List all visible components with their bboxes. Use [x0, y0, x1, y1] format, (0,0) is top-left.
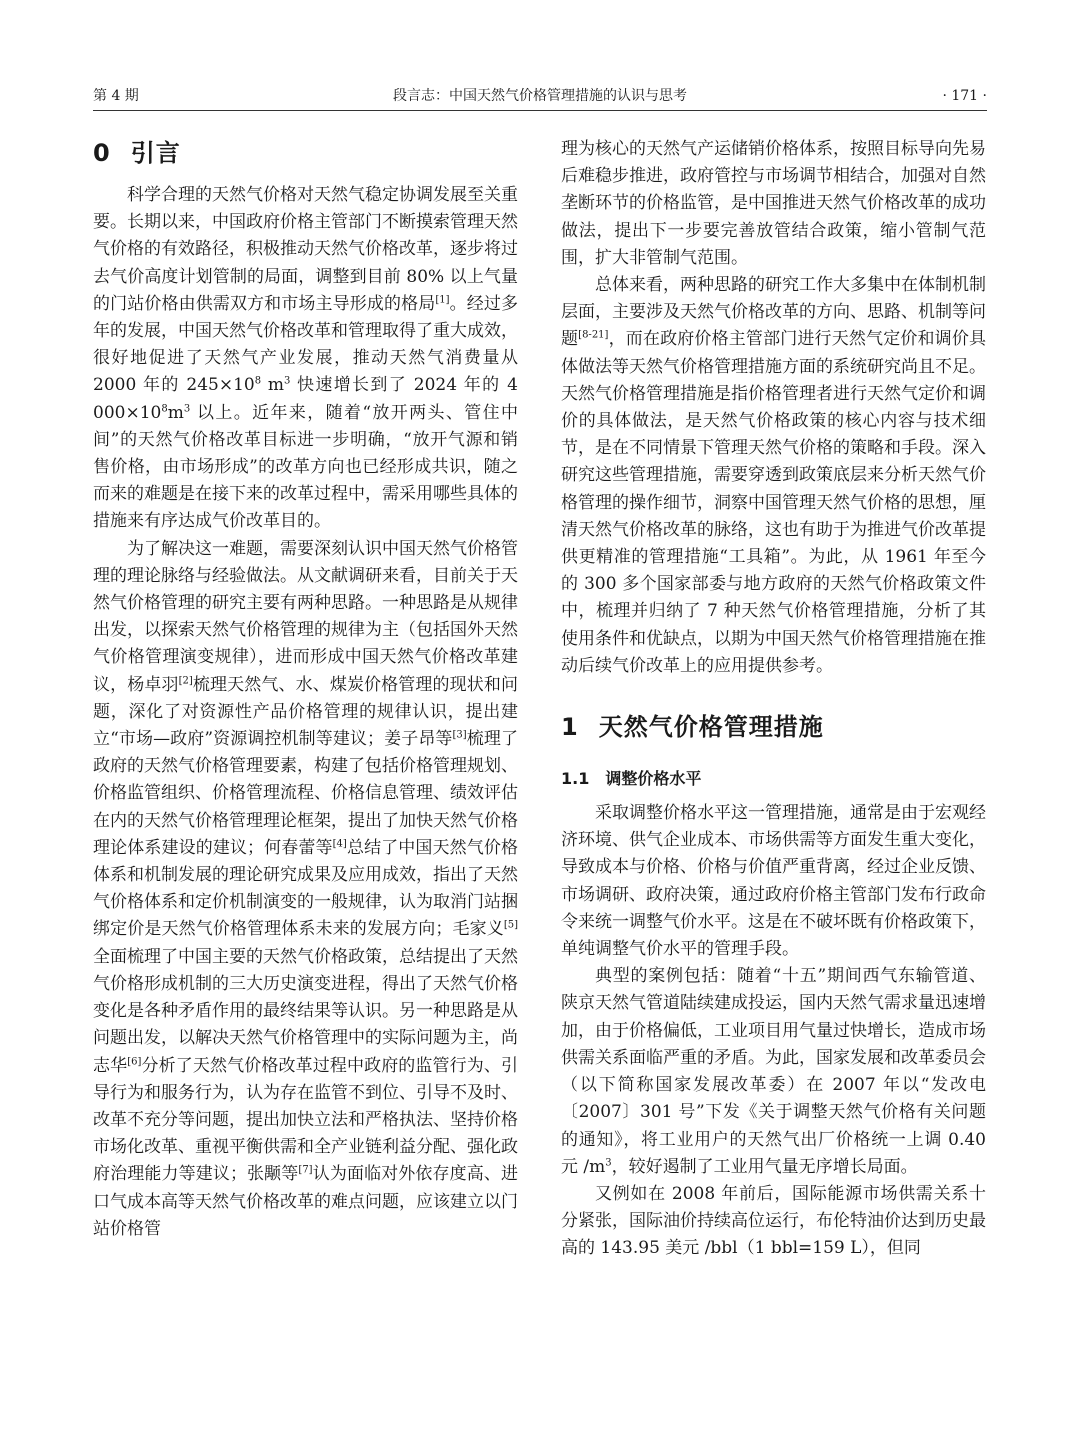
citation: [8-21]	[578, 329, 609, 341]
section-number: 1	[561, 713, 579, 742]
citation: [1]	[435, 294, 450, 306]
paragraph: 采取调整价格水平这一管理措施，通常是由于宏观经济环境、供气企业成本、市场供需等方面发生重大变化，导致成本与价格、价格与价值严重背离，经过企业反馈、市场调研、政府决策，通过政府价格主管部门发布行政命令来统一调整气价水平。这是在不破坏既有价格政策下，单纯调整气价水平的管理手段。	[561, 803, 986, 960]
subsection-number: 1.1	[561, 769, 590, 789]
issue-number: 第 4 期	[93, 88, 139, 104]
paragraph-continued: 理为核心的天然气产运储销价格体系，按照目标导向先易后难稳步推进，政府管控与市场调节相结合，加强对自然垄断环节的价格监管，是中国推进天然气价格改革的成功做法，提出下一步要完善放管结合政策，缩小管制气范围，扩大非管制气范围。	[561, 139, 986, 268]
running-header	[93, 86, 987, 111]
paragraph: 典型的案例包括：随着“十五”期间西气东输管道、陕京天然气管道陆续建成投运，国内天然气需求量迅速增加，由于价格偏低，工业项目用气量过快增长，造成市场供需关系面临严重的矛盾。为此，国家发展和改革委员会（以下简称国家发展改革委）在 2007 年以“发改电〔2007〕301 号”下发《关于调整天然气价格有关问题的通知》，将工业用户的天然气出厂价格统一上调 0.40 元 $/m^3$，较好遏制了工业用气量无序增长局面。	[561, 966, 986, 1177]
section-title: 天然气价格管理措施	[598, 713, 824, 742]
subsection-title: 调整价格水平	[605, 769, 702, 789]
paragraph: 总体来看，两种思路的研究工作大多集中在体制机制层面，主要涉及天然气价格改革的方向、思路、机制等问题[8-21]，而在政府价格主管部门进行天然气定价和调价具体做法等天然气价格管理措施方面的系统研究尚且不足。天然气价格管理措施是指价格管理者进行天然气定价和调价的具体做法，是天然气价格政策的核心内容与技术细节，是在不同情景下管理天然气价格的策略和手段。深入研究这些管理措施，需要穿透到政策底层来分析天然气价格管理的操作细节，洞察中国管理天然气价格的思想，厘清天然气价格改革的脉络，这也有助于为推进气价改革提供更精准的管理措施“工具箱”。为此，从 1961 年至今的 300 多个国家部委与地方政府的天然气价格政策文件中，梳理并归纳了 7 种天然气价格管理措施，分析了其使用条件和优缺点，以期为中国天然气价格管理措施在推动后续气价改革上的应用提供参考。	[561, 275, 987, 676]
section-heading-introduction	[93, 136, 518, 182]
page-number: · 171 ·	[942, 88, 987, 104]
paragraph: 为了解决这一难题，需要深刻认识中国天然气价格管理的理论脉络与经验做法。从文献调研来看，目前关于天然气价格管理的研究主要有两种思路。一种思路是从规律出发，以探索天然气价格管理的规律为主（包括国外天然气价格管理演变规律），进而形成中国天然气价格改革建议，杨卓羽[2]梳理天然气、水、煤炭价格管理的现状和问题，深化了对资源性产品价格管理的规律认识，提出建立“市场—政府”资源调控机制等建议；姜子昂等[3]梳理了政府的天然气价格管理要素，构建了包括价格管理规划、价格监管组织、价格管理流程、价格信息管理、绩效评估在内的天然气价格管理理论框架，提出了加快天然气价格理论体系建设的建议；何春蕾等[4]总结了中国天然气价格体系和机制发展的理论研究成果及应用成效，指出了天然气价格体系和定价机制演变的一般规律，认为取消门站捆绑定价是天然气价格管理体系未来的发展方向；毛家义[5]全面梳理了中国主要的天然气价格政策，总结提出了天然气价格形成机制的三大历史演变进程，得出了天然气价格变化是各种矛盾作用的最终结果等认识。另一种思路是从问题出发，以解决天然气价格管理中的实际问题为主，尚志华[6]分析了天然气价格改革过程中政府的监管行为、引导行为和服务行为，认为存在监管不到位、引导不及时、改革不充分等问题，提出加快立法和严格执法、坚持价格市场化改革、重视平衡供需和全产业链利益分配、强化政府治理能力等建议；张颙等[7]认为面临对外依存度高、进口气成本高等天然气价格改革的难点问题，应该建立以门站价格管	[93, 538, 519, 1239]
paragraph: 科学合理的天然气价格对天然气稳定协调发展至关重要。长期以来，中国政府价格主管部门不断摸索管理天然气价格的有效路径，积极推动天然气价格改革，逐步将过去气价高度计划管制的局面，调整到目前 80% 以上气量的门站价格由供需双方和市场主导形成的格局[1]。经过多年的发展，中国天然气价格改革和管理取得了重大成效，很好地促进了天然气产业发展，推动天然气消费量从 2000 年的 $245\times 10^8$ $m^3$ 快速增长到了 2024 年的 4 $000\times 10^8m^3$ 以上。近年来，随着“放开两头、管住中间”的天然气价格改革目标进一步明确，“放开气源和销售价格，由市场形成”的改革方向也已经形成共识，随之而来的难题是在接下来的改革过程中，需采用哪些具体的措施来有序达成气价改革目的。	[93, 185, 519, 532]
subsection-heading	[561, 766, 986, 792]
section-title: 引言	[130, 139, 181, 167]
paragraph: 又例如在 2008 年前后，国际能源市场供需关系十分紧张，国际油价持续高位运行，布伦特油价达到历史最高的 143.95 美元 /bbl（1 bbl=159 L），但同	[561, 1183, 986, 1259]
running-title: 段言志：中国天然气价格管理措施的认识与思考	[393, 88, 687, 104]
citation: [3]	[452, 729, 467, 741]
section-heading-measures	[561, 710, 986, 744]
citation: [4]	[332, 838, 347, 850]
citation: [6]	[127, 1055, 142, 1067]
citation: [5]	[503, 919, 518, 931]
right-column	[561, 136, 986, 1263]
citation: [7]	[298, 1164, 313, 1176]
left-column	[93, 136, 518, 1243]
citation: [2]	[178, 675, 193, 686]
section-number: 0	[93, 139, 111, 167]
